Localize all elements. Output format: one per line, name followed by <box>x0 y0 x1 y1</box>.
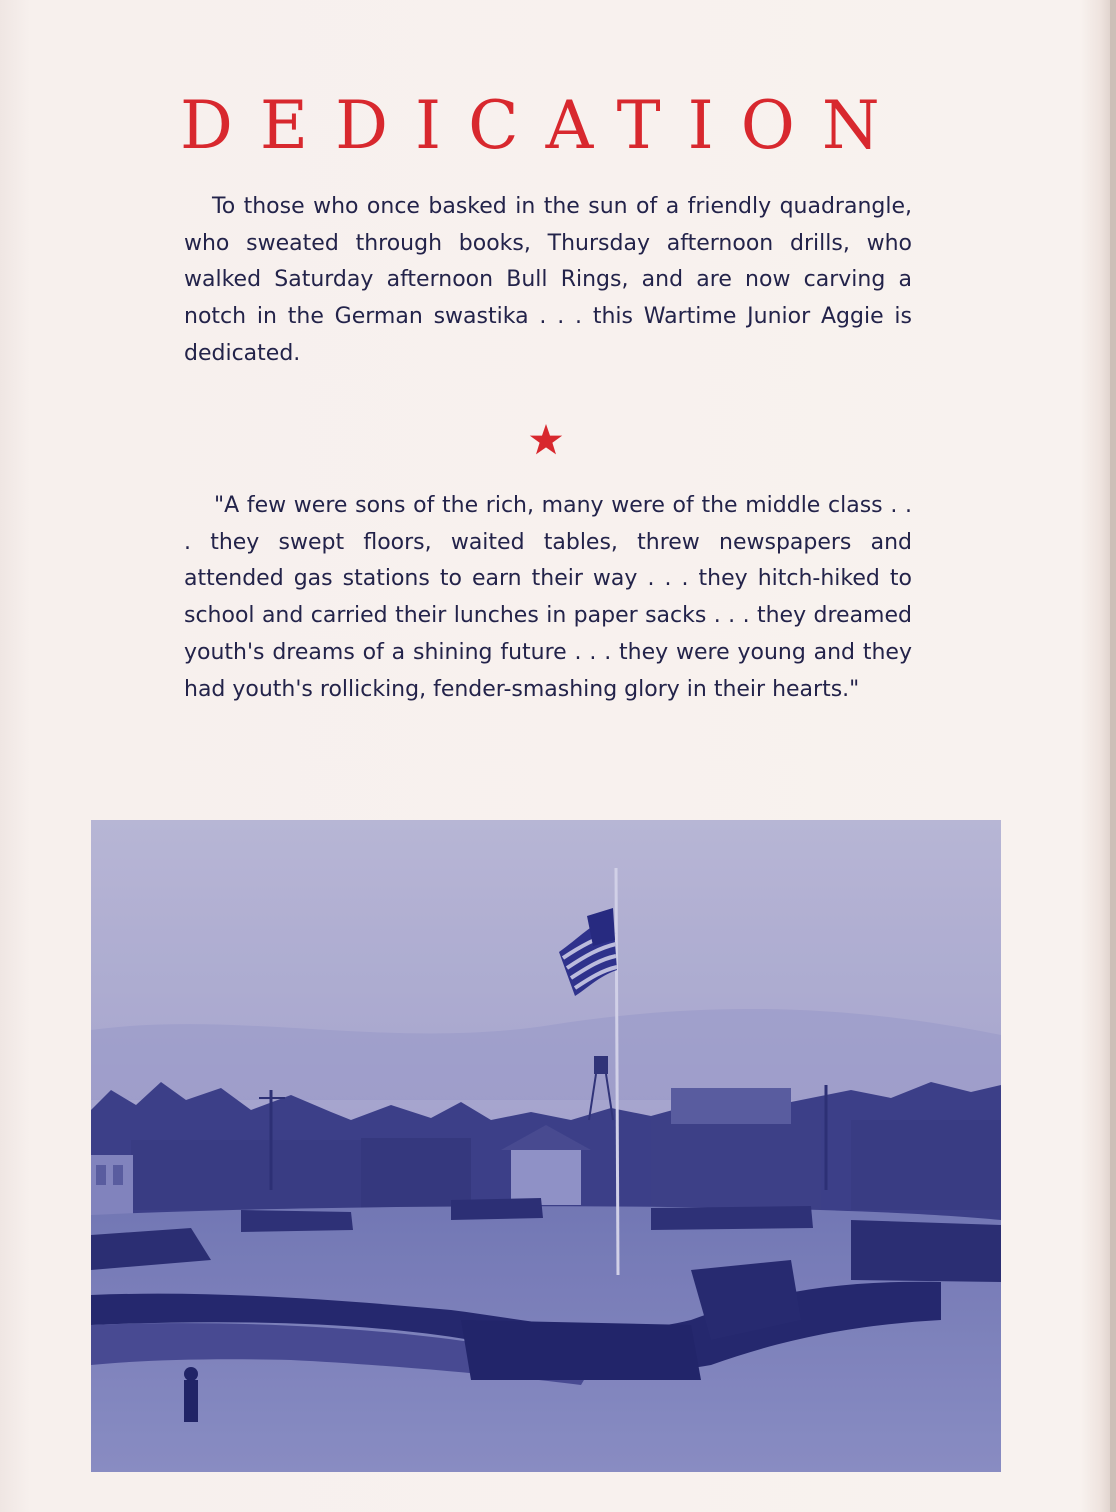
star-icon <box>529 423 563 457</box>
page-title: DEDICATION <box>180 87 907 164</box>
dedication-paragraph: To those who once basked in the sun of a friendly quadrangle, who sweated through books, Thursday afternoon drills, who walked Saturday afternoon Bull Rings, and are now carving a notch in the German swastika . . . this Wartime Junior Aggie is dedicated. <box>184 194 912 366</box>
page-edge <box>1110 0 1116 1512</box>
flag-ceremony-photo <box>91 820 1001 1472</box>
quote-paragraph: "A few were sons of the rich, many were of the middle class . . . they swept floors, waited tables, threw newspapers and attended gas stations to earn their way . . . they hitch-hiked to school and carried their lunches in paper sacks . . . they dreamed youth's dreams of a shining future . . . they were young and they had youth's rollicking, fender-smashing glory in their hearts." <box>184 493 912 702</box>
